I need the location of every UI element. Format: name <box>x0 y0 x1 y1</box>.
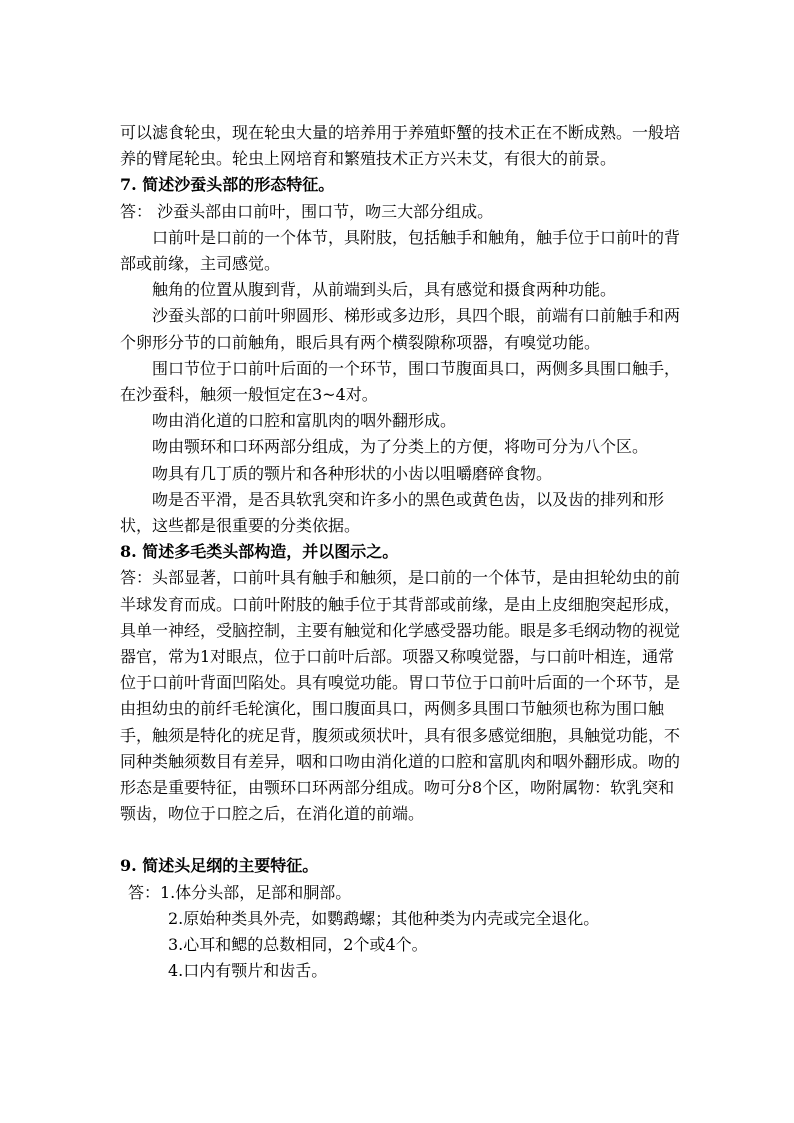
question-7-paragraph: 沙蚕头部的口前叶卵圆形、梯形或多边形，具四个眼，前端有口前触手和两个卵形分节的口前触角，眼后具有两个横裂隙称项器，有嗅觉功能。 <box>120 306 681 352</box>
top-paragraph: 可以滤食轮虫，现在轮虫大量的培养用于养殖虾蟹的技术正在不断成熟。一般培养的臂尾轮虫。轮虫上网培育和繁殖技术正方兴未艾，有很大的前景。 <box>120 123 681 169</box>
question-9-item: 3.心耳和鳃的总数相同，2个或4个。 <box>168 935 428 955</box>
question-7-paragraph: 围口节位于口前叶后面的一个环节，围口节腹面具口，两侧多具围口触手，在沙蚕科，触须一般恒定在3~4对。 <box>120 358 681 405</box>
question-8-title: 8. 简述多毛类头部构造，并以图示之。 <box>120 542 399 562</box>
blank-line <box>120 827 680 853</box>
question-7-paragraph: 触角的位置从腹到背，从前端到头后，具有感觉和摄食两种功能。 <box>152 280 617 300</box>
document-page <box>120 120 680 985</box>
question-7-paragraph: 吻是否平滑，是否具软乳突和许多小的黑色或黄色齿，以及齿的排列和形状，这些都是很重要的分类依据。 <box>120 489 665 536</box>
question-7-paragraph: 吻由颚环和口环两部分组成，为了分类上的方便，将吻可分为八个区。 <box>152 437 649 457</box>
question-8-answer: 答：头部显著，口前叶具有触手和触须，是口前的一个体节，是由担轮幼虫的前半球发育而成。口前叶附肢的触手位于其背部或前缘，是由上皮细胞突起形成，具单一神经，受脑控制，主要有触觉和化学感受器功能。眼是多毛纲动物的视觉器官，常为1对眼点，位于口前叶后部。项器又称嗅觉器，与口前叶相连，通常位于口前叶背面凹陷处。具有嗅觉功能。胃口节位于口前叶后面的一个环节，是由担幼虫的前纤毛轮演化，围口腹面具口，两侧多具围口节触须也称为围口触手，触须是特化的疣足背，腹须或须状叶，具有很多感觉细胞，具触觉功能，不同种类触须数目有差异，咽和口吻由消化道的口腔和富肌肉和咽外翻形成。吻的形态是重要特征，由颚环口环两部分组成。吻可分8个区，吻附属物：软乳突和颚齿，吻位于口腔之后，在消化道的前端。 <box>120 568 681 824</box>
question-9-item: 答：1.体分头部，足部和胴部。 <box>128 882 352 902</box>
question-7-paragraph: 吻由消化道的口腔和富肌肉的咽外翻形成。 <box>152 411 457 431</box>
question-9-item: 2.原始种类具外壳，如鹦鹉螺；其他种类为内壳或完全退化。 <box>168 908 600 928</box>
question-7-paragraph: 口前叶是口前的一个体节，具附肢，包括触手和触角，触手位于口前叶的背部或前缘，主司感觉。 <box>120 227 681 274</box>
question-7-title: 7. 简述沙蚕头部的形态特征。 <box>120 175 335 195</box>
question-7-paragraph: 吻具有几丁质的颚片和各种形状的小齿以咀嚼磨碎食物。 <box>152 463 553 483</box>
question-9-item: 4.口内有颚片和齿舌。 <box>168 961 328 981</box>
question-9-title: 9. 简述头足纲的主要特征。 <box>120 856 319 876</box>
question-7-answer-intro: 答： 沙蚕头部由口前叶，围口节，吻三大部分组成。 <box>120 201 494 221</box>
